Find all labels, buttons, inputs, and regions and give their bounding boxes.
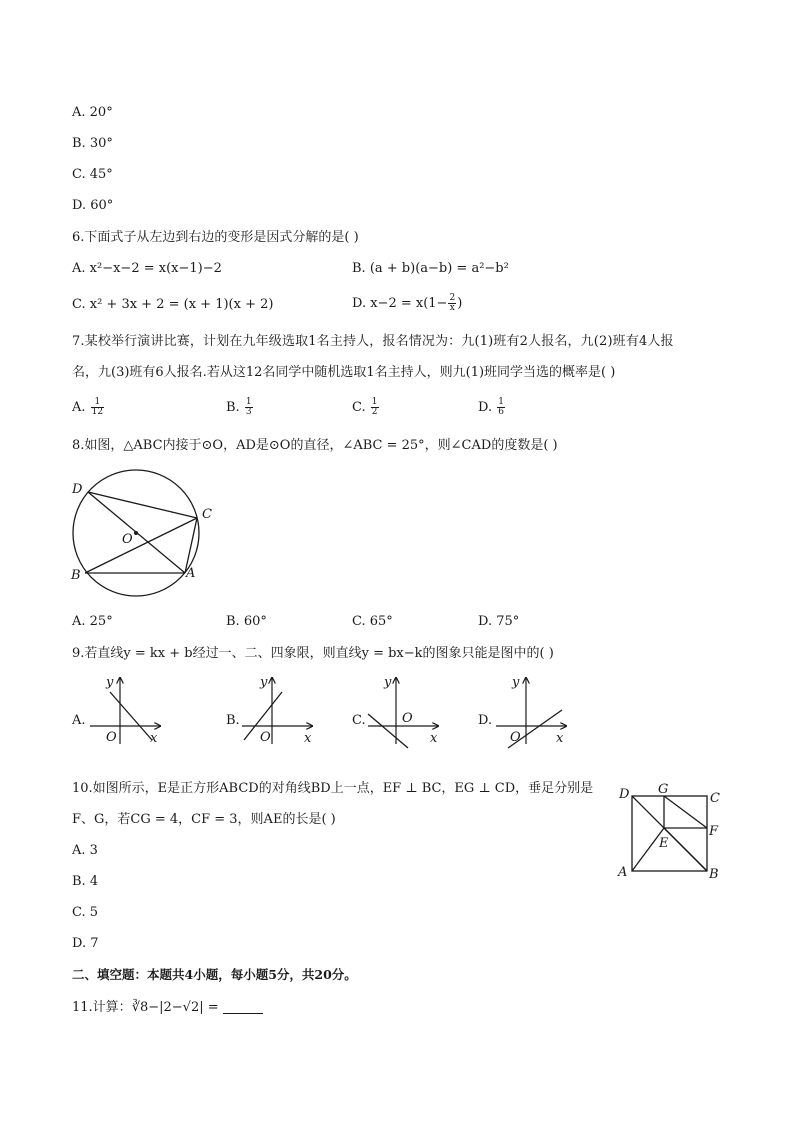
label-d: D xyxy=(619,787,630,802)
q10-square-figure xyxy=(614,783,726,883)
q5-option-a: A. 20° xyxy=(72,105,113,120)
svg-text:y: y xyxy=(260,675,268,690)
label-c: C xyxy=(710,791,720,806)
q9-option-d-label: D. xyxy=(478,713,493,728)
q11-expression: ∛8−|2−√2| = xyxy=(131,1000,223,1015)
q6-option-d-suffix: ) xyxy=(457,296,463,311)
q6-option-b: B. (a + b)(a−b) = a²−b² xyxy=(352,261,509,276)
q11 xyxy=(72,1001,263,1014)
q8-option-a: A. 25° xyxy=(72,614,113,629)
label-f: F xyxy=(709,824,719,839)
label-a: A xyxy=(618,865,628,880)
svg-text:O: O xyxy=(106,730,117,745)
q11-answer-blank[interactable] xyxy=(223,1001,263,1014)
q9-graph-d xyxy=(494,674,574,746)
q7-option-c: C. $\frac{1}{2}$ xyxy=(352,397,378,417)
q10-stem-line1: 10.如图所示，E是正方形ABCD的对角线BD上一点，EF ⊥ BC，EG ⊥ CD，垂足分别是 xyxy=(72,781,594,796)
q8-stem: 8.如图，△ABC内接于⊙O，AD是⊙O的直径，∠ABC = 25°，则∠CAD的度数是( ) xyxy=(72,438,558,453)
q10-option-d: D. 7 xyxy=(72,936,99,951)
q10-stem-line2: F、G，若CG = 4，CF = 3，则AE的长是( ) xyxy=(72,812,336,827)
section-2-heading: 二、填空题：本题共4小题，每小题5分，共20分。 xyxy=(72,967,357,982)
svg-text:O: O xyxy=(402,711,413,726)
q5-option-b: B. 30° xyxy=(72,136,113,151)
q5-option-d: D. 60° xyxy=(72,198,114,213)
svg-text:y: y xyxy=(106,675,114,690)
q7-option-b: B. $\frac{1}{3}$ xyxy=(226,397,252,417)
q11-prefix: 11.计算： xyxy=(72,1000,132,1015)
q9-option-a-label: A. xyxy=(72,713,86,728)
q8-option-c: C. 65° xyxy=(352,614,393,629)
svg-text:O: O xyxy=(260,730,271,745)
svg-text:x: x xyxy=(304,731,312,746)
label-b: B xyxy=(709,867,719,882)
svg-text:x: x xyxy=(150,731,158,746)
q10-option-b: B. 4 xyxy=(72,874,99,889)
q6-option-c: C. x² + 3x + 2 = (x + 1)(x + 2) xyxy=(72,297,274,312)
q7-option-a: A. $\frac{1}{12}$ xyxy=(72,397,104,417)
q10-option-c: C. 5 xyxy=(72,905,99,920)
q7-stem-line2: 名，九(3)班有6人报名.若从这12名同学中随机选取1名主持人，则九(1)班同学当选的概率是( ) xyxy=(72,365,616,380)
label-g: G xyxy=(658,782,669,797)
q6-stem: 6.下面式子从左边到右边的变形是因式分解的是( ) xyxy=(72,230,359,245)
svg-text:y: y xyxy=(384,675,392,690)
q9-option-b-label: B. xyxy=(226,713,240,728)
q9-graph-c xyxy=(366,674,446,746)
label-o: O xyxy=(122,532,133,547)
q6-option-d-prefix: D. x−2 = x(1− xyxy=(352,296,448,311)
q10-option-a: A. 3 xyxy=(72,843,98,858)
svg-text:x: x xyxy=(556,731,564,746)
q9-graph-b xyxy=(240,674,320,746)
q7-stem-line1: 7.某校举行演讲比赛，计划在九年级选取1名主持人，报名情况为：九(1)班有2人报名，九(2)班有4人报 xyxy=(72,334,674,349)
q6-option-a: A. x²−x−2 = x(x−1)−2 xyxy=(72,261,222,276)
svg-text:y: y xyxy=(512,675,520,690)
svg-text:O: O xyxy=(510,730,521,745)
label-b: B xyxy=(71,568,81,583)
q8-circle-figure xyxy=(66,476,226,601)
q9-option-c-label: C. xyxy=(352,713,366,728)
q6-option-d xyxy=(352,294,462,313)
q7-option-d: D. $\frac{1}{6}$ xyxy=(478,397,504,417)
q8-option-d: D. 75° xyxy=(478,614,520,629)
q9-graph-a xyxy=(88,674,168,746)
svg-text:x: x xyxy=(430,731,438,746)
q6-option-d-fraction: $\frac{2}{x}$ xyxy=(449,293,456,313)
center-dot xyxy=(134,531,138,535)
chord-bc xyxy=(85,518,197,573)
label-a: A xyxy=(186,566,196,581)
segment-eb xyxy=(664,828,707,871)
q8-option-b: B. 60° xyxy=(226,614,267,629)
label-c: C xyxy=(202,507,212,522)
q5-option-c: C. 45° xyxy=(72,167,113,182)
q9-stem: 9.若直线y = kx + b经过一、二、四象限，则直线y = bx−k的图象只能是图中的( ) xyxy=(72,646,554,661)
label-e: E xyxy=(659,836,669,851)
label-d: D xyxy=(72,482,83,497)
segment-gf xyxy=(664,796,707,828)
